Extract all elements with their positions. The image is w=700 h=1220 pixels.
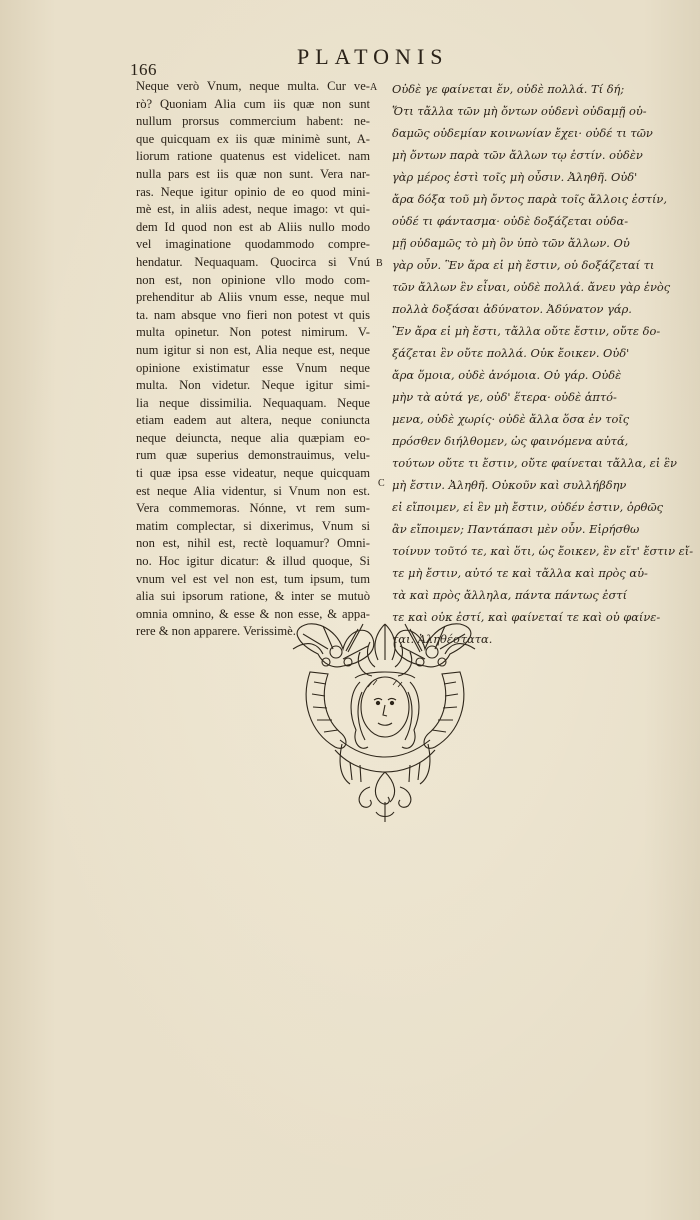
latin-text-line: prehenditur ab Aliis vnum esse, neque mul xyxy=(136,290,370,305)
greek-text-line: μῇ οὐδαμῶς τὸ μὴ ὂν ὑπὸ τῶν ἄλλων. Οὐ xyxy=(392,236,630,250)
greek-text-line: μὴ ἔστιν. Ἀληθῆ. Οὐκοῦν καὶ συλλήβδην xyxy=(392,478,627,492)
latin-text-line: est neque Alia videntur, si Vnum non est. xyxy=(136,483,370,498)
greek-text-line: γὰρ μέρος ἐστὶ τοῖς μὴ οὖσιν. Ἀληθῆ. Οὐδ' xyxy=(392,170,638,184)
latin-text-line: dem Id quod non est ab Aliis nullo modo xyxy=(136,219,370,234)
latin-text-line: alia sui ipsorum ratione, & inter se mutuò xyxy=(136,589,370,604)
greek-text-line: ται. Ἀληθέστατα. xyxy=(392,632,493,646)
greek-text-line: τούτων οὔτε τι ἔστιν, οὔτε φαίνεται τἄλλα, εἰ ἓν xyxy=(392,456,677,470)
latin-text-line: omnia omnino, & esse & non esse, & appa- xyxy=(136,606,370,621)
greek-text-line: πολλὰ δοξάσαι ἀδύνατον. Ἀδύνατον γάρ. xyxy=(392,302,632,316)
latin-text-line: matim complectar, si dixerimus, Vnum si xyxy=(136,518,370,533)
running-head: PLATONIS xyxy=(297,44,449,69)
greek-text-line: Οὐδὲ γε φαίνεται ἕν, οὐδὲ πολλά. Τί δή; xyxy=(392,82,625,96)
latin-text-line: vnum vel est vel non est, tum ipsum, tum xyxy=(136,571,370,586)
margin-letter-c: C xyxy=(378,478,385,489)
greek-text-line: τῶν ἄλλων ἓν εἶναι, οὐδὲ πολλά. ἄνευ γὰρ ἑνὸς xyxy=(392,280,671,294)
greek-text-line: μὴν τὰ αὐτά γε, οὐδ' ἕτερα· οὐδὲ ἁπτό- xyxy=(392,390,617,404)
latin-text-line: num igitur si non est, Alia neque est, neque xyxy=(136,342,370,357)
latin-text-line: etiam eadem aut altera, neque coniuncta xyxy=(136,413,370,428)
greek-text-line: τὰ καὶ πρὸς ἄλληλα, πάντα πάντως ἐστί xyxy=(392,588,628,602)
latin-text-line: no. Hoc igitur dicatur: & illud quoque, Si xyxy=(136,554,370,569)
latin-text-line: hendatur. Nequaquam. Quocirca si Vnú xyxy=(136,254,370,269)
latin-text-line: rò? Quoniam Alia cum iis quæ non sunt xyxy=(136,96,370,111)
latin-text-line: multa opinetur. Non potest nimirum. V- xyxy=(136,325,370,340)
greek-text-column xyxy=(392,78,694,650)
headpiece-mask-ornament-icon xyxy=(280,612,490,824)
greek-text-line: ξάζεται ἓν οὔτε πολλά. Οὐκ ἔοικεν. Οὐδ' xyxy=(392,346,630,360)
greek-text-line: μενα, οὐδὲ χωρίς· οὐδὲ ἄλλα ὅσα ἐν τοῖς xyxy=(392,412,630,426)
latin-text-line: neque deiuncta, neque alia quæpiam eo- xyxy=(136,430,370,445)
margin-letter-b: B xyxy=(376,258,383,269)
latin-text-line: ti quæ ipsa esse videatur, neque quicquam xyxy=(136,466,370,481)
latin-text-line: lia neque dissimilia. Nequaquam. Neque xyxy=(136,395,370,410)
latin-text-line: ta. nam absque vno fieri non potest vt quis xyxy=(136,307,370,322)
greek-text-line: ἄρα δόξα τοῦ μὴ ὄντος παρὰ τοῖς ἄλλοις ἐστίν, xyxy=(392,192,667,206)
greek-text-line: δαμῶς οὐδεμίαν κοινωνίαν ἔχει· οὐδέ τι τῶν xyxy=(392,126,653,140)
latin-text-line: nulla pars est iis quæ non sunt. Vera nar- xyxy=(136,166,370,181)
greek-text-line: Ὅτι τἄλλα τῶν μὴ ὄντων οὐδενὶ οὐδαμῇ οὐ- xyxy=(392,104,647,118)
latin-text-line: rere & non apparere. Verissimè. xyxy=(136,624,296,639)
greek-text-line: εἰ εἴποιμεν, εἰ ἓν μὴ ἔστιν, οὐδέν ἐστιν, ὀρθῶς xyxy=(392,500,663,514)
latin-text-line: non est, nihil est, rectè loquamur? Omni- xyxy=(136,536,370,551)
latin-text-column xyxy=(136,78,370,641)
latin-text-line: rum quæ superius demonstrauimus, velu- xyxy=(136,448,370,463)
latin-text-line: ras. Neque igitur opinio de eo quod mini- xyxy=(136,184,370,199)
latin-text-line: liorum ratione quatenus est videlicet. nam xyxy=(136,149,370,164)
greek-text-line: ἂν εἴποιμεν; Παντάπασι μὲν οὖν. Εἰρήσθω xyxy=(392,522,640,536)
greek-text-line: τε μὴ ἔστιν, αὐτό τε καὶ τἄλλα καὶ πρὸς αὑ- xyxy=(392,566,648,580)
latin-text-line: Vera commemoras. Nónne, vt rem sum- xyxy=(136,501,370,516)
greek-text-line: πρόσθεν διήλθομεν, ὡς φαινόμενα αὐτά, xyxy=(392,434,629,448)
latin-text-line: mè est, in aliis adest, neque imago: vt qui- xyxy=(136,202,370,217)
latin-text-line: nullum prorsus commercium habent: ne- xyxy=(136,114,370,129)
latin-text-line: opinione existimatur esse Vnum neque xyxy=(136,360,370,375)
margin-letter-a: A xyxy=(370,82,378,93)
greek-text-line: οὐδέ τι φάντασμα· οὐδὲ δοξάζεται οὐδα- xyxy=(392,214,629,228)
greek-text-line: τε καὶ οὐκ ἐστί, καὶ φαίνεταί τε καὶ οὐ φαίνε- xyxy=(392,610,661,624)
greek-text-line: τοίνυν τοῦτό τε, καὶ ὅτι, ὡς ἔοικεν, ἓν εἴτ' ἔστιν εἴ- xyxy=(392,544,694,558)
greek-text-line: ἄρα ὅμοια, οὐδὲ ἀνόμοια. Οὐ γάρ. Οὐδὲ xyxy=(392,368,622,382)
latin-text-line: Neque verò Vnum, neque multa. Cur ve- xyxy=(136,79,370,93)
greek-text-line: γὰρ οὖν. Ἓν ἄρα εἰ μὴ ἔστιν, οὐ δοξάζεταί τι xyxy=(392,258,655,272)
latin-text-line: non est, non opinione vllo modo com- xyxy=(136,272,370,287)
greek-text-line: Ἓν ἄρα εἰ μὴ ἔστι, τἄλλα οὔτε ἔστιν, οὔτε δο- xyxy=(392,324,661,338)
latin-text-line: multa. Non videtur. Neque igitur simi- xyxy=(136,378,370,393)
latin-text-line: vel imaginatione quodammodo compre- xyxy=(136,237,370,252)
latin-text-line: que quicquam ex iis quæ minimè sunt, A- xyxy=(136,131,370,146)
greek-text-line: μὴ ὄντων παρὰ τῶν ἄλλων τῳ ἐστίν. οὐδὲν xyxy=(392,148,643,162)
page-number: 166 xyxy=(130,60,157,79)
